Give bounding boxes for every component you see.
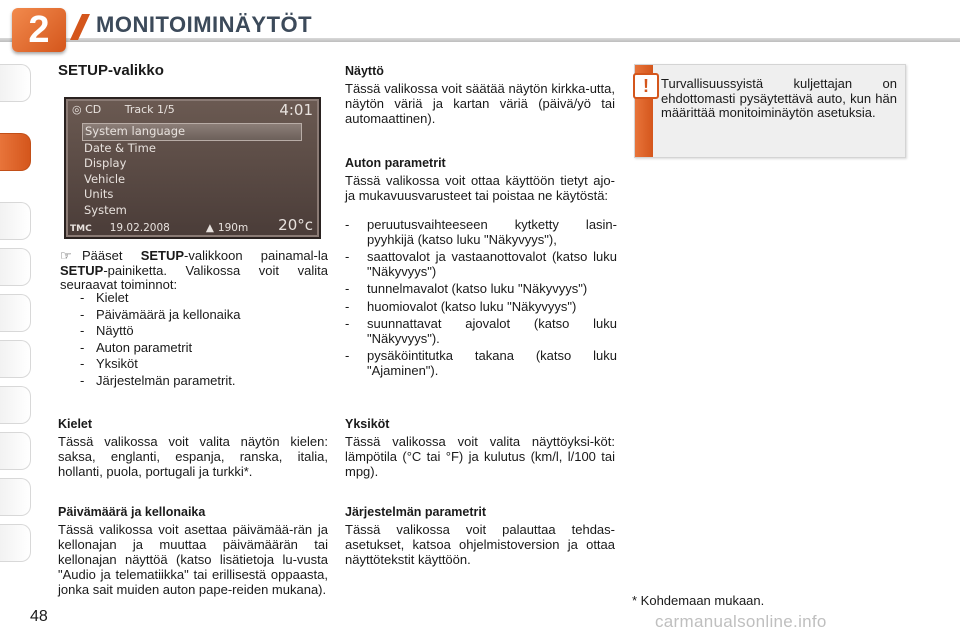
list-item: - suunnattavat ajovalot (katso luku "Näkyvyys"). — [345, 316, 617, 346]
chapter-title: MONITOIMINÄYTÖT — [96, 12, 313, 37]
screen-menu-item-selected: System language — [82, 123, 302, 141]
date-time-heading: Päivämäärä ja kellonaika — [58, 505, 206, 519]
chapter-tab-active[interactable] — [0, 133, 31, 171]
watermark: carmanualsonline.info — [655, 612, 827, 631]
system-params-heading: Järjestelmän parametrit — [345, 505, 487, 519]
screen-source: CD — [85, 103, 102, 116]
units-text: Tässä valikossa voit valita näyttöyksi-köt: lämpötila (°C tai °F) ja kulutus (km/l, l/100 tai mpg). — [345, 434, 615, 479]
screen-track: Track 1/5 — [124, 103, 175, 116]
chapter-tab[interactable] — [0, 248, 31, 286]
list-item: - Kielet — [80, 290, 129, 305]
languages-heading: Kielet — [58, 417, 93, 431]
chapter-tab[interactable] — [0, 524, 31, 562]
screen-bottom-bar — [70, 218, 313, 234]
vehicle-params-text: Tässä valikossa voit ottaa käyttöön tietyt ajo- ja mukavuusvarusteet tai poistaa ne käytöstä: — [345, 173, 615, 203]
chapter-number-badge: 2 — [12, 8, 66, 52]
page-number: 48 — [30, 608, 48, 625]
header-bar — [0, 38, 960, 42]
warning-text: Turvallisuussyistä kuljettajan on ehdottomasti pysäytettävä auto, kun hän määrittää monitoiminäytön asetuksia. — [661, 76, 897, 120]
vehicle-params-list — [345, 218, 617, 378]
list-item: - peruutusvaihteeseen kytketty lasin-pyyhkijä (katso luku "Näkyvyys"), — [345, 217, 617, 247]
languages-text: Tässä valikossa voit valita näytön kielen: saksa, englanti, espanja, ranska, italia, hollanti, puola, portugali ja turkki*. — [58, 434, 328, 479]
screen-menu-item: Units — [84, 187, 114, 201]
list-item: - saattovalot ja vastaanottovalot (katso luku "Näkyvyys") — [345, 249, 617, 279]
screen-status-bar — [72, 103, 313, 119]
warning-icon: ! — [633, 73, 659, 99]
chapter-tab[interactable] — [0, 432, 31, 470]
system-params-text: Tässä valikossa voit palauttaa tehdas-asetukset, katsoa ohjelmistoversion ja ottaa näyttötekstit käyttöön. — [345, 522, 615, 567]
display-text: Tässä valikossa voit säätää näytön kirkka-utta, näytön väriä ja kartan väriä (päivä/yö tai automaattinen). — [345, 81, 615, 126]
screen-date: 19.02.2008 — [109, 222, 170, 234]
list-item: - Päivämäärä ja kellonaika — [80, 306, 241, 322]
chapter-tab[interactable] — [0, 478, 31, 516]
vehicle-params-heading: Auton parametrit — [345, 156, 446, 170]
screen-menu-item: Vehicle — [84, 171, 126, 186]
units-heading: Yksiköt — [345, 417, 390, 431]
screen-altitude: 190m — [217, 222, 249, 234]
setup-options-list — [80, 290, 320, 389]
warning-box — [634, 64, 906, 158]
chapter-tab[interactable] — [0, 294, 31, 332]
list-item: - pysäköintitutka takana (katso luku "Ajaminen"). — [345, 348, 617, 378]
list-item: - Järjestelmän parametrit. — [80, 372, 236, 388]
header-chevron-icon — [68, 10, 92, 42]
list-item: - tunnelmavalot (katso luku "Näkyvyys") — [345, 281, 588, 296]
list-item: - huomiovalot (katso luku "Näkyvyys") — [345, 298, 577, 314]
chapter-tabs — [0, 64, 32, 574]
pointer-icon: ☞ — [60, 248, 72, 263]
disc-icon: ◎ — [72, 103, 82, 116]
screen-temperature: 20°c — [278, 216, 313, 234]
date-time-text: Tässä valikossa voit asettaa päivämää-rän ja kellonajan ja muuttaa päivämäärän tai kellonajan näyttöä (katso lisätietoja lu-vusta "Audio ja telematiikka" tai erillisestä oppaasta, jonka sait muiden auton pape-reiden mukana). — [58, 522, 328, 597]
screen-menu-item: System — [84, 202, 127, 217]
list-item: - Yksiköt — [80, 356, 138, 371]
display-heading: Näyttö — [345, 64, 384, 78]
display-screenshot — [64, 97, 321, 239]
screen-menu-item: Date & Time — [84, 140, 156, 155]
chapter-tab[interactable] — [0, 386, 31, 424]
chapter-tab[interactable] — [0, 64, 31, 102]
list-item: - Näyttö — [80, 323, 134, 338]
screen-tmc: TMC — [70, 224, 92, 234]
setup-intro: ☞ Pääset SETUP-valikkoon painamal-la SETUP-painiketta. Valikossa voit valita seuraavat toiminnot: — [60, 248, 328, 292]
screen-menu — [82, 123, 302, 218]
screen-menu-item: Display — [84, 156, 127, 170]
list-item: - Auton parametrit — [80, 339, 193, 355]
screen-time: 4:01 — [279, 101, 313, 119]
chapter-tab[interactable] — [0, 202, 31, 240]
footnote: * Kohdemaan mukaan. — [632, 593, 765, 608]
chapter-tab[interactable] — [0, 340, 31, 378]
section-title: SETUP-valikko — [58, 62, 164, 79]
altitude-icon: ▲ — [205, 222, 214, 234]
